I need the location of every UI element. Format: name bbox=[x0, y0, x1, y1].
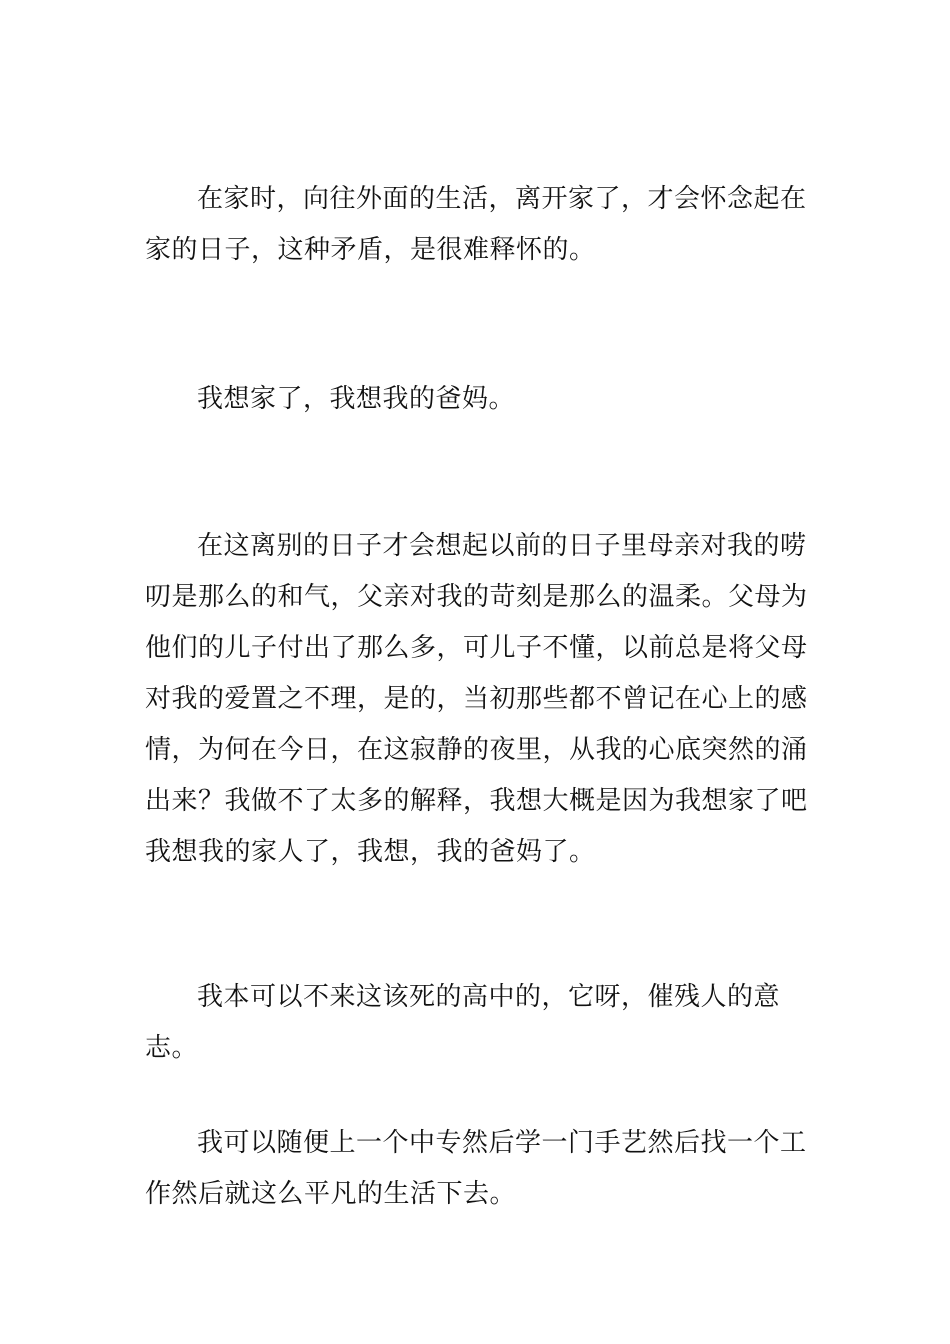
paragraph: 在这离别的日子才会想起以前的日子里母亲对我的唠叨是那么的和气，父亲对我的苛刻是那么的温柔。父母为他们的儿子付出了那么多，可儿子不懂，以前总是将父母对我的爱置之不理，是的，当初那些都不曾记在心上的感情，为何在今日，在这寂静的夜里，从我的心底突然的涌出来？我做不了太多的解释，我想大概是因为我想家了吧我想我的家人了，我想，我的爸妈了。 bbox=[145, 531, 808, 867]
paragraph: 我可以随便上一个中专然后学一门手艺然后找一个工作然后就这么平凡的生活下去。 bbox=[145, 1128, 807, 1209]
paragraph: 在家时，向往外面的生活，离开家了，才会怀念起在家的日子，这种矛盾，是很难释怀的。 bbox=[145, 184, 807, 265]
paragraph: 我本可以不来这该死的高中的，它呀，催残人的意志。 bbox=[145, 982, 781, 1063]
paragraph: 我想家了，我想我的爸妈。 bbox=[197, 384, 516, 414]
